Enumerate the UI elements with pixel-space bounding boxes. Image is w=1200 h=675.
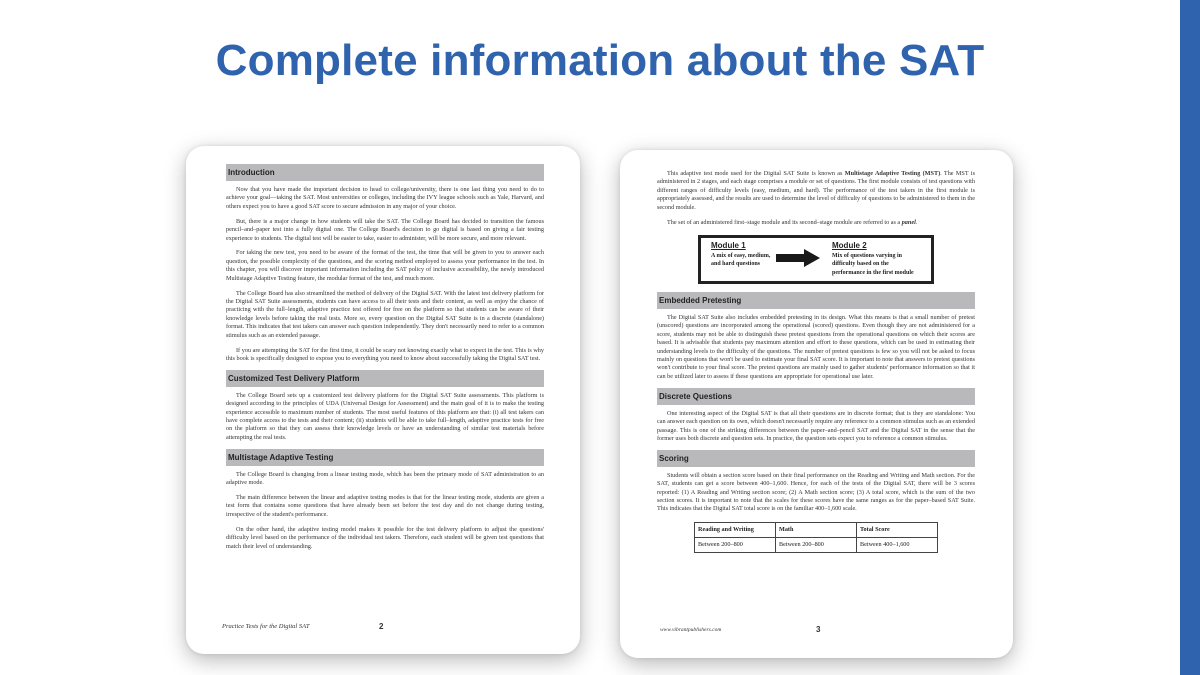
table-cell: Between 400–1,600 [857,537,938,552]
paragraph: On the other hand, the adaptive testing model makes it possible for the test delivery platform to adjust the questions' difficulty level based on the performance of the individual test takers. Therefore, each student will be given test questions that match their level of understanding. [226,525,544,550]
paragraph: The main difference between the linear and adaptive testing modes is that for the linear testing mode, students are given a test form that contains some questions that have already been set before the test day and do not change during testing, irrespective of the student's performance. [226,494,544,518]
paragraph: The set of an administered first–stage module and its second–stage module are referred to as a panel. [667,218,918,226]
section-embedded-pretesting [657,292,975,381]
section-introduction [226,164,544,363]
score-table [694,522,938,553]
book-page-left [186,146,580,654]
page-right-content [657,170,975,553]
module-2 [832,241,922,278]
paragraph: The College Board sets up a customized test delivery platform for the Digital SAT Suite assessments. This platform is designed according to the principles of UDA (Universal Design for Assessment) and the main goal of it is to make the testing experience accessible to maximum number of students. The most useful features of this platform are that: (i) all test takers can have complete access to the tests and their content; (ii) students will be able to take full–length, adaptive practice tests for free on the platform so that they can assess their knowledge levels or have an understanding of similar test materials before attempting the real tests. [226,391,544,441]
table-header-cell: Total Score [857,522,938,537]
accent-stripe [1180,0,1200,675]
paragraph: The College Board has also streamlined the method of delivery of the Digital SAT. With the latest test delivery platform for the Digital SAT Suite assessments, students can have access to all their tests and their content, as well as enjoy the chance of practicing with the full–length, adaptive practice test offered for free on the platform so that students can be aware of their knowledge levels before taking the real tests. More so, every question on the Digital SAT Suite is in a discrete (standalone) format. This indicates that test takers can answer each question independently. They don't necessarily need to refer to a common stimulus such as an extended passage. [226,289,544,339]
page-footer: Practice Tests for the Digital SAT [222,623,310,630]
section-heading: Discrete Questions [657,388,975,405]
paragraph: The Digital SAT Suite also includes embedded pretesting in its design. What this means is that a small number of pretest (unscored) questions are incorporated among the operational (scored) questions. Even though they are not administered for a score, students may not be able to distinguish these pretest questions from the operational questions on which their scores are based. It is advisable that students pay maximum attention and effort to these questions, which can be used in estimating their understanding levels to the difficulty of the questions. The number of pretest questions is few so you will not be asked to focus mainly on questions that won't be used to estimate your final SAT score. It is important to note that answers to pretest questions won't contribute to your final score. The pretest questions are mainly used to gather students' performance information so that it can be utilized later to assess if these questions are appropriate for operational use later. [657,313,975,380]
panel-term: panel [901,218,916,226]
mst-term: Multistage Adaptive Testing (MST) [844,170,941,177]
page-left-content [226,164,544,558]
table-header-cell: Reading and Writing [695,522,776,537]
paragraph: One interesting aspect of the Digital SAT is that all their questions are in discrete format; that is they are standalone: You can answer each question on its own, which doesn't necessarily require any reference to a common stimulus such as an extended passage. This is one of the striking differences between the paper–and–pencil SAT and the Digital SAT in the sense that the former uses both discrete and question sets. In practice, the question sets expect you to reference a common stimulus. [657,409,975,442]
page-footer: www.vibrantpublishers.com [660,627,722,633]
module-2-title: Module 2 [832,240,867,250]
module-1-title: Module 1 [711,240,746,250]
module-diagram [698,235,934,284]
table-row [695,537,938,552]
paragraph: For taking the new test, you need to be aware of the format of the test, the time that will be given to you to answer each question, the possible complexity of the questions, and the scoring method employed to assess your performance in the test. In this chapter, you will discover important information including the SAT policy of inclusive accessibility, the newly introduced Multistage Adaptive Testing feature, the modular format of the test, and much more. [226,249,544,282]
paragraph: This adaptive test mode used for the Digital SAT Suite is known as Multistage Adaptive Testing (MST). The MST is administered in 2 stages, and each stage comprises a module or set of questions. The first module consists of test questions with different ranges of difficulty levels (easy, medium, and hard). The performance of the test takers in the first module is appropriately assessed, and the results are used to determine the level of difficulty of questions to be administered to them in the second module. [657,170,975,211]
section-heading: Introduction [226,164,544,181]
section-heading: Embedded Pretesting [657,292,975,309]
table-cell: Between 200–800 [776,537,857,552]
paragraph: Now that you have made the important decision to head to college/university, there is one last thing you need to do to achieve your goal—taking the SAT. Most universities or colleges, including the IVY league schools such as Yale, Harvard, and others expect you to have a good SAT score to secure admission in any major of your choice. [226,186,544,210]
module-2-text: Mix of questions varying in difficulty based on the performance in the first module [832,252,914,276]
paragraph: Students will obtain a section score based on their final performance on the Reading and Writing and Math section. For the SAT, students can get a score between 400–1,600. Hence, for each of the tests of the Digital SAT, there will be 3 scores reported: (1) A Reading and Writing section score; (2) A Math section score; (3) A total score, which is the sum of the two section scores. It is important to note that the scales for these scores have the same ranges as for the paper–based SAT Suite. This indicates that the Digital SAT total score is on the familiar 400–1,600 scale. [657,471,975,513]
page-number: 3 [816,625,821,634]
page-title: Complete information about the SAT [215,36,985,85]
section-heading: Scoring [657,450,975,467]
section-scoring [657,450,975,514]
section-heading: Multistage Adaptive Testing [226,449,544,466]
section-multistage-adaptive [226,449,544,551]
section-customized-platform [226,370,544,442]
section-heading: Customized Test Delivery Platform [226,370,544,387]
module-1-text: A mix of easy, medium, and hard questions [711,252,771,268]
paragraph: But, there is a major change in how students will take the SAT. The College Board has decided to transition the famous pencil–and–paper test into a fully digital one. The College Board's decision to go digital is based on giving a fair testing experience to students. The digital test will be easier to take, easier to administer, will be more secure, and more relevant. [226,217,544,242]
page-number: 2 [379,622,384,631]
book-page-right [620,150,1013,658]
right-arrow-icon [774,249,822,267]
module-1 [711,241,781,269]
section-discrete-questions [657,388,975,444]
paragraph: If you are attempting the SAT for the first time, it could be scary not knowing exactly what to expect in the test. This is why this book is specifically designed to expose you to everything you need to know about successfully taking the Digital SAT test. [226,346,544,362]
table-header-row [695,522,938,537]
table-header-cell: Math [776,522,857,537]
paragraph: The College Board is changing from a linear testing mode, which has been the primary mode of SAT administration to an adaptive mode. [226,470,544,487]
table-cell: Between 200–800 [695,537,776,552]
